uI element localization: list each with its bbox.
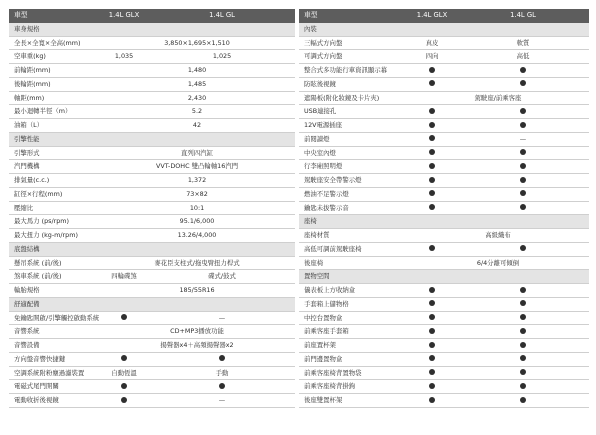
spec-row — [9, 380, 295, 394]
spec-value-c2 — [457, 78, 589, 91]
standard-dot-icon — [520, 108, 526, 114]
spec-label: 後輪距(mm) — [14, 79, 51, 88]
spec-label: 電動收折後視鏡 — [14, 396, 59, 404]
spec-row — [9, 188, 295, 202]
spec-row — [9, 64, 295, 78]
spec-row — [9, 174, 295, 188]
spec-row — [9, 105, 295, 119]
not-available-dash-icon: — — [519, 134, 527, 143]
spec-row — [9, 229, 295, 243]
spec-label: 三幅式方向盤 — [304, 38, 343, 47]
spec-label: 最小迴轉半徑（m） — [14, 107, 72, 116]
spec-label: 前座置杯架 — [304, 341, 336, 349]
standard-dot-icon — [219, 383, 225, 389]
spec-value-c1: 四輪碟煞 — [111, 272, 137, 281]
spec-label: 壓縮比 — [14, 203, 34, 212]
standard-dot-icon — [121, 383, 127, 389]
spec-row — [299, 325, 589, 339]
spec-value-c1 — [407, 243, 457, 256]
spec-label: 後座椅 — [304, 258, 324, 267]
spec-sheet — [9, 9, 590, 423]
spec-label: 座椅材質 — [304, 231, 330, 239]
spec-value-c2 — [457, 147, 589, 160]
standard-dot-icon — [520, 204, 526, 210]
standard-dot-icon — [520, 122, 526, 128]
spec-label: 最大扭力 (kg-m/rpm) — [14, 231, 78, 239]
spec-value-c1: 四向 — [425, 52, 439, 61]
spec-value-merged: 6/4分離可傾倒 — [476, 258, 520, 267]
spec-value-c2 — [457, 202, 589, 215]
spec-value-merged: 42 — [192, 121, 202, 129]
spec-value-c2 — [457, 325, 589, 338]
standard-dot-icon — [121, 397, 127, 403]
spec-row — [9, 147, 295, 161]
spec-row — [299, 133, 589, 147]
spec-label: 遮陽板(附化妝鏡及卡片夾) — [304, 93, 380, 102]
spec-value-c2 — [457, 105, 589, 118]
section-header — [9, 243, 295, 257]
spec-label: 引擎形式 — [14, 148, 40, 157]
standard-dot-icon — [121, 355, 127, 361]
spec-value-c2 — [457, 380, 589, 393]
spec-value-c1 — [99, 312, 149, 325]
standard-dot-icon — [520, 149, 526, 155]
spec-label: 前乘客座手套箱 — [304, 327, 349, 336]
spec-value-c2 — [149, 353, 295, 366]
section-header — [9, 23, 295, 37]
spec-row — [9, 160, 295, 174]
spec-row — [299, 50, 589, 64]
standard-dot-icon — [520, 163, 526, 169]
spec-value-c1 — [407, 339, 457, 352]
spec-row — [9, 270, 295, 284]
spec-label: 前輪距(mm) — [14, 66, 51, 74]
spec-row — [299, 380, 589, 394]
section-header — [299, 215, 589, 229]
header-col-1: 1.4L GLX — [416, 11, 448, 19]
standard-dot-icon — [429, 383, 435, 389]
spec-row — [9, 312, 295, 326]
standard-dot-icon — [429, 149, 435, 155]
spec-value-c2: 手動 — [215, 368, 229, 377]
spec-row — [9, 284, 295, 298]
spec-label: 鑰匙未拔警示音 — [304, 203, 349, 212]
spec-row — [299, 298, 589, 312]
spec-value-merged: 1,372 — [187, 176, 207, 184]
spec-row — [299, 312, 589, 326]
spec-row — [299, 174, 589, 188]
standard-dot-icon — [429, 245, 435, 251]
spec-row — [299, 105, 589, 119]
section-header — [299, 23, 589, 37]
standard-dot-icon — [429, 122, 435, 128]
spec-value-c2 — [457, 312, 589, 325]
spec-label: 空車重(kg) — [14, 52, 46, 61]
spec-label: 音響設備 — [14, 341, 40, 349]
spec-value-c1: 自動恆溫 — [111, 368, 137, 377]
standard-dot-icon — [429, 369, 435, 375]
standard-dot-icon — [429, 204, 435, 210]
spec-value-merged: 10:1 — [189, 203, 205, 212]
header-col-2: 1.4L GL — [510, 11, 536, 19]
spec-row — [9, 367, 295, 381]
spec-label: 排氣量(c.c.) — [14, 176, 50, 184]
spec-value-c2: 1,025 — [212, 52, 232, 61]
spec-value-c2: 碟式/鼓式 — [208, 272, 236, 281]
spec-value-c1 — [407, 160, 457, 173]
spec-value-merged: 185/55R16 — [179, 286, 215, 294]
spec-label: 儀表板上方收納盒 — [304, 286, 356, 294]
spec-label: 12V電源插座 — [304, 121, 343, 129]
spec-label: 電磁式尾門開關 — [14, 382, 59, 391]
spec-row — [299, 353, 589, 367]
spec-row — [9, 394, 295, 408]
spec-label: 最大馬力 (ps/rpm) — [14, 217, 70, 226]
spec-value-c1 — [407, 367, 457, 380]
table-header — [299, 9, 589, 23]
spec-label: USB連接孔 — [304, 107, 337, 116]
spec-value-c1 — [407, 325, 457, 338]
spec-row — [299, 37, 589, 51]
not-available-dash-icon: — — [218, 313, 226, 322]
spec-value-c1 — [407, 78, 457, 91]
spec-table-left — [9, 9, 295, 408]
standard-dot-icon — [429, 135, 435, 141]
standard-dot-icon — [520, 190, 526, 196]
section-header — [9, 298, 295, 312]
standard-dot-icon — [520, 67, 526, 73]
spec-row — [299, 147, 589, 161]
header-col-2: 1.4L GL — [209, 11, 235, 19]
spec-value-merged: 麥花臣支柱式/拖曳臂扭力桿式 — [154, 258, 240, 267]
spec-label: 音響系統 — [14, 327, 40, 336]
standard-dot-icon — [520, 245, 526, 251]
spec-label: 輪胎規格 — [14, 286, 40, 294]
spec-value-merged: 3,850×1,695×1,510 — [164, 38, 230, 47]
section-header — [299, 270, 589, 284]
spec-label: 懸吊系統 (前/後) — [14, 258, 62, 267]
spec-label: 中控台置物盒 — [304, 313, 343, 322]
standard-dot-icon — [429, 67, 435, 73]
spec-value-c2 — [149, 394, 295, 407]
page-edge-accent — [596, 0, 600, 435]
spec-label: 燃油不足警示燈 — [304, 189, 349, 198]
section-label: 車身規格 — [14, 24, 40, 33]
spec-label: 缸徑×行程(mm) — [14, 189, 63, 198]
spec-value-merged: 1,480 — [187, 66, 207, 74]
spec-label: 手套箱上儲物格 — [304, 299, 349, 308]
spec-value-c2 — [457, 188, 589, 201]
standard-dot-icon — [429, 342, 435, 348]
spec-row — [299, 119, 589, 133]
spec-label: 行李廂照明燈 — [304, 162, 343, 171]
spec-label: 前門邊置物盒 — [304, 354, 343, 363]
section-label: 置物空間 — [304, 272, 330, 281]
spec-value-merged: 揚聲器x4＋高頻揚聲器x2 — [160, 341, 234, 349]
spec-row — [299, 202, 589, 216]
standard-dot-icon — [520, 287, 526, 293]
standard-dot-icon — [520, 397, 526, 403]
spec-label: 前乘客座椅背掛鉤 — [304, 382, 356, 391]
spec-row — [9, 50, 295, 64]
spec-value-c2 — [149, 312, 295, 325]
spec-value-merged: 73×82 — [186, 189, 208, 198]
section-label: 引擎性能 — [14, 134, 40, 143]
spec-value-c1 — [407, 64, 457, 77]
spec-row — [9, 339, 295, 353]
spec-row — [299, 284, 589, 298]
table-header — [9, 9, 295, 23]
spec-row — [299, 339, 589, 353]
standard-dot-icon — [520, 369, 526, 375]
spec-label: 整合式多功能行車資訊顯示幕 — [304, 66, 388, 74]
standard-dot-icon — [429, 314, 435, 320]
standard-dot-icon — [520, 355, 526, 361]
spec-row — [299, 64, 589, 78]
standard-dot-icon — [429, 163, 435, 169]
spec-value-c1 — [99, 353, 149, 366]
spec-row — [299, 92, 589, 106]
spec-value-c1 — [407, 133, 457, 146]
standard-dot-icon — [429, 397, 435, 403]
spec-value-c1 — [407, 284, 457, 297]
spec-value-merged: 直列四汽缸 — [181, 148, 213, 157]
not-available-dash-icon: — — [218, 396, 226, 404]
standard-dot-icon — [520, 314, 526, 320]
spec-label: 前閱讀燈 — [304, 134, 330, 143]
spec-value-c2 — [457, 298, 589, 311]
standard-dot-icon — [429, 300, 435, 306]
spec-value-c2 — [457, 367, 589, 380]
spec-row — [9, 37, 295, 51]
spec-value-c2 — [457, 284, 589, 297]
standard-dot-icon — [520, 177, 526, 183]
spec-value-c2 — [149, 380, 295, 393]
header-label: 車型 — [304, 11, 318, 19]
spec-value-c1 — [407, 147, 457, 160]
spec-value-merged: VVT-DOHC 雙凸輪軸16汽門 — [155, 162, 239, 171]
section-label: 底盤結構 — [14, 244, 40, 253]
spec-row — [299, 188, 589, 202]
spec-row — [299, 367, 589, 381]
spec-value-c1 — [407, 353, 457, 366]
spec-value-merged: 駕駛座/前乘客座 — [474, 93, 522, 102]
spec-value-c1 — [99, 380, 149, 393]
spec-table-right — [299, 9, 589, 408]
spec-label: 汽門機構 — [14, 162, 40, 171]
spec-label: 防眩後視鏡 — [304, 79, 336, 88]
spec-value-c1 — [99, 394, 149, 407]
spec-value-merged: 5.2 — [191, 107, 203, 116]
spec-value-c2 — [457, 160, 589, 173]
spec-value-c1 — [407, 312, 457, 325]
spec-value-c1 — [407, 119, 457, 132]
spec-value-merged: CD+MP3播放功能 — [170, 327, 224, 336]
spec-row — [299, 394, 589, 408]
spec-value-c1: 真皮 — [425, 38, 439, 47]
spec-row — [9, 78, 295, 92]
spec-row — [299, 243, 589, 257]
spec-value-c1 — [407, 188, 457, 201]
spec-row — [9, 119, 295, 133]
standard-dot-icon — [121, 314, 127, 320]
spec-value-c1 — [407, 174, 457, 187]
spec-row — [9, 257, 295, 271]
spec-label: 中央室內燈 — [304, 148, 336, 157]
spec-label: 高低可調前駕駛座椅 — [304, 244, 362, 253]
standard-dot-icon — [520, 383, 526, 389]
standard-dot-icon — [429, 355, 435, 361]
spec-row — [299, 229, 589, 243]
spec-label: 空調系統附粉塵過濾裝置 — [14, 368, 85, 377]
spec-label: 駕駛座安全帶警示燈 — [304, 176, 362, 184]
standard-dot-icon — [219, 355, 225, 361]
spec-label: 免鑰匙開啟/引擎觸控啟動系統 — [14, 313, 100, 322]
spec-row — [9, 92, 295, 106]
standard-dot-icon — [429, 328, 435, 334]
spec-label: 油箱（L） — [14, 121, 44, 129]
spec-label: 方向盤音響快捷鍵 — [14, 354, 66, 363]
spec-value-c1 — [407, 394, 457, 407]
spec-value-c2 — [457, 133, 589, 146]
spec-value-c2 — [457, 353, 589, 366]
spec-value-c2: 高低 — [516, 52, 530, 61]
standard-dot-icon — [429, 108, 435, 114]
spec-value-c2 — [457, 64, 589, 77]
standard-dot-icon — [429, 287, 435, 293]
header-col-1: 1.4L GLX — [108, 11, 140, 19]
spec-row — [9, 353, 295, 367]
section-label: 舒適配備 — [14, 299, 40, 308]
standard-dot-icon — [520, 342, 526, 348]
spec-label: 後座雙置杯架 — [304, 396, 343, 404]
spec-value-c1: 1,035 — [114, 52, 134, 61]
standard-dot-icon — [520, 328, 526, 334]
spec-value-merged: 1,485 — [187, 79, 207, 88]
standard-dot-icon — [520, 300, 526, 306]
spec-value-c2 — [457, 119, 589, 132]
spec-label: 全長×全寬×全高(mm) — [14, 38, 81, 47]
spec-value-c2 — [457, 243, 589, 256]
spec-label: 可調式方向盤 — [304, 52, 343, 61]
spec-row — [299, 257, 589, 271]
section-label: 座椅 — [304, 217, 317, 226]
spec-value-c2: 軟質 — [516, 38, 530, 47]
spec-value-c1 — [407, 380, 457, 393]
spec-row — [9, 325, 295, 339]
standard-dot-icon — [429, 80, 435, 86]
spec-row — [299, 78, 589, 92]
spec-label: 前乘客座椅背置物袋 — [304, 368, 362, 377]
spec-value-merged: 高級織布 — [485, 231, 511, 239]
spec-value-c2 — [457, 394, 589, 407]
spec-row — [9, 202, 295, 216]
section-label: 內裝 — [304, 24, 317, 33]
section-header — [9, 133, 295, 147]
spec-value-merged: 2,430 — [187, 93, 207, 102]
spec-value-c1 — [407, 105, 457, 118]
spec-value-c2 — [457, 174, 589, 187]
standard-dot-icon — [429, 190, 435, 196]
spec-label: 軸距(mm) — [14, 93, 45, 102]
spec-value-c2 — [457, 339, 589, 352]
spec-value-merged: 95.1/6,000 — [179, 217, 215, 226]
standard-dot-icon — [520, 80, 526, 86]
spec-value-c1 — [407, 298, 457, 311]
spec-value-merged: 13.26/4,000 — [177, 231, 217, 239]
spec-row — [299, 160, 589, 174]
header-label: 車型 — [14, 11, 28, 19]
spec-value-c1 — [407, 202, 457, 215]
spec-row — [9, 215, 295, 229]
standard-dot-icon — [429, 177, 435, 183]
spec-label: 煞車系統 (前/後) — [14, 272, 62, 281]
